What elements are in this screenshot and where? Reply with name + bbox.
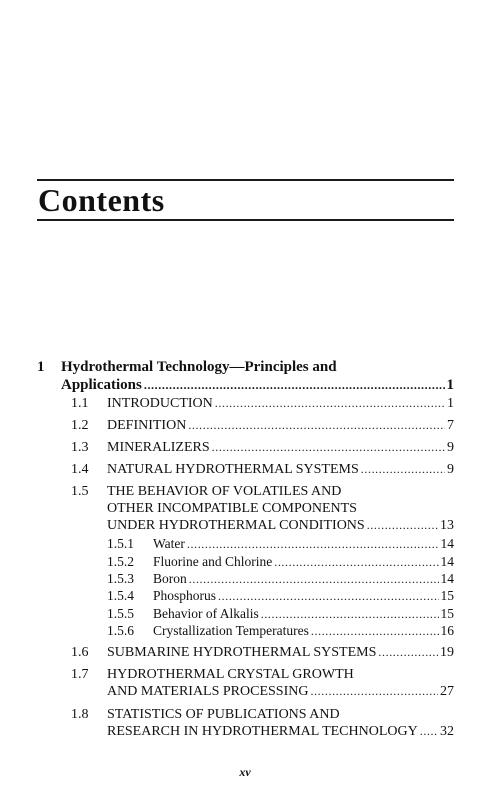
chapter-title-line2-row[interactable] bbox=[61, 377, 454, 394]
subsection-page: 16 bbox=[440, 623, 454, 638]
leader-dots bbox=[261, 607, 439, 622]
top-rule bbox=[37, 179, 454, 181]
section-number: 1.5 bbox=[71, 484, 89, 499]
subsection-number: 1.5.5 bbox=[107, 606, 134, 621]
leader-dots bbox=[361, 462, 445, 477]
section-title-line1[interactable]: THE BEHAVIOR OF VOLATILES AND bbox=[107, 484, 342, 499]
toc-section-1-6[interactable] bbox=[107, 645, 454, 661]
section-number: 1.8 bbox=[71, 707, 89, 722]
chapter-title-line1: Hydrothermal Technology—Principles and bbox=[61, 359, 337, 375]
section-title: NATURAL HYDROTHERMAL SYSTEMS bbox=[107, 462, 359, 477]
toc-section-1-5[interactable] bbox=[107, 518, 454, 534]
leader-dots bbox=[218, 589, 438, 604]
leader-dots bbox=[311, 624, 439, 639]
leader-dots bbox=[188, 418, 445, 433]
toc-subsection-1-5-2[interactable] bbox=[153, 554, 454, 570]
chapter-number: 1 bbox=[37, 359, 45, 375]
toc-subsection-1-5-6[interactable] bbox=[153, 623, 454, 639]
toc-section-1-2[interactable] bbox=[107, 418, 454, 434]
toc-subsection-1-5-3[interactable] bbox=[153, 571, 454, 587]
chapter-title-line2: Applications bbox=[61, 377, 142, 393]
bottom-rule bbox=[37, 219, 454, 221]
section-number: 1.3 bbox=[71, 440, 89, 455]
toc-section-1-3[interactable] bbox=[107, 440, 454, 456]
section-title: MINERALIZERS bbox=[107, 440, 210, 455]
subsection-title: Behavior of Alkalis bbox=[153, 606, 259, 621]
subsection-title: Water bbox=[153, 536, 185, 551]
leader-dots bbox=[189, 572, 439, 587]
section-title-line1[interactable]: HYDROTHERMAL CRYSTAL GROWTH bbox=[107, 667, 354, 682]
section-number: 1.7 bbox=[71, 667, 89, 682]
subsection-number: 1.5.6 bbox=[107, 623, 134, 638]
subsection-number: 1.5.2 bbox=[107, 554, 134, 569]
leader-dots bbox=[420, 724, 438, 739]
section-page: 1 bbox=[447, 396, 454, 411]
toc-section-1-1[interactable] bbox=[107, 396, 454, 412]
section-page: 27 bbox=[440, 684, 454, 699]
toc-subsection-1-5-4[interactable] bbox=[153, 588, 454, 604]
toc-section-1-7[interactable] bbox=[107, 684, 454, 700]
section-page: 9 bbox=[447, 462, 454, 477]
leader-dots bbox=[310, 684, 438, 699]
toc-subsection-1-5-1[interactable] bbox=[153, 536, 454, 552]
subsection-page: 15 bbox=[440, 588, 454, 603]
subsection-title: Crystallization Temperatures bbox=[153, 623, 309, 638]
section-page: 7 bbox=[447, 418, 454, 433]
leader-dots bbox=[144, 378, 445, 393]
subsection-title: Boron bbox=[153, 571, 187, 586]
subsection-number: 1.5.4 bbox=[107, 588, 134, 603]
section-number: 1.1 bbox=[71, 396, 89, 411]
section-title: DEFINITION bbox=[107, 418, 187, 433]
leader-dots bbox=[187, 537, 439, 552]
toc-section-1-4[interactable] bbox=[107, 462, 454, 478]
section-number: 1.2 bbox=[71, 418, 89, 433]
subsection-page: 15 bbox=[440, 606, 454, 621]
page-number-footer: xv bbox=[239, 765, 251, 779]
subsection-number: 1.5.3 bbox=[107, 571, 134, 586]
chapter-page: 1 bbox=[446, 377, 454, 393]
section-title-line2: OTHER INCOMPATIBLE COMPONENTS bbox=[107, 501, 357, 516]
subsection-page: 14 bbox=[440, 536, 454, 551]
toc-subsection-1-5-5[interactable] bbox=[153, 606, 454, 622]
subsection-page: 14 bbox=[440, 571, 454, 586]
page-title: Contents bbox=[38, 182, 165, 218]
subsection-title: Phosphorus bbox=[153, 588, 217, 603]
section-page: 19 bbox=[440, 645, 454, 660]
subsection-page: 14 bbox=[440, 554, 454, 569]
leader-dots bbox=[367, 518, 438, 533]
section-title-line3: UNDER HYDROTHERMAL CONDITIONS bbox=[107, 518, 365, 533]
subsection-title: Fluorine and Chlorine bbox=[153, 554, 273, 569]
section-number: 1.4 bbox=[71, 462, 89, 477]
toc-chapter-1[interactable] bbox=[37, 359, 45, 375]
section-title-line1[interactable]: STATISTICS OF PUBLICATIONS AND bbox=[107, 707, 340, 722]
leader-dots bbox=[215, 396, 445, 411]
section-title: SUBMARINE HYDROTHERMAL SYSTEMS bbox=[107, 645, 377, 660]
section-page: 13 bbox=[440, 518, 454, 533]
section-title-line2: RESEARCH IN HYDROTHERMAL TECHNOLOGY bbox=[107, 724, 418, 739]
section-page: 32 bbox=[440, 724, 454, 739]
leader-dots bbox=[212, 440, 445, 455]
section-number: 1.6 bbox=[71, 645, 89, 660]
section-title: INTRODUCTION bbox=[107, 396, 213, 411]
subsection-number: 1.5.1 bbox=[107, 536, 134, 551]
section-title-line2: AND MATERIALS PROCESSING bbox=[107, 684, 309, 699]
leader-dots bbox=[274, 555, 438, 570]
section-page: 9 bbox=[447, 440, 454, 455]
toc-section-1-8[interactable] bbox=[107, 724, 454, 740]
leader-dots bbox=[378, 645, 438, 660]
